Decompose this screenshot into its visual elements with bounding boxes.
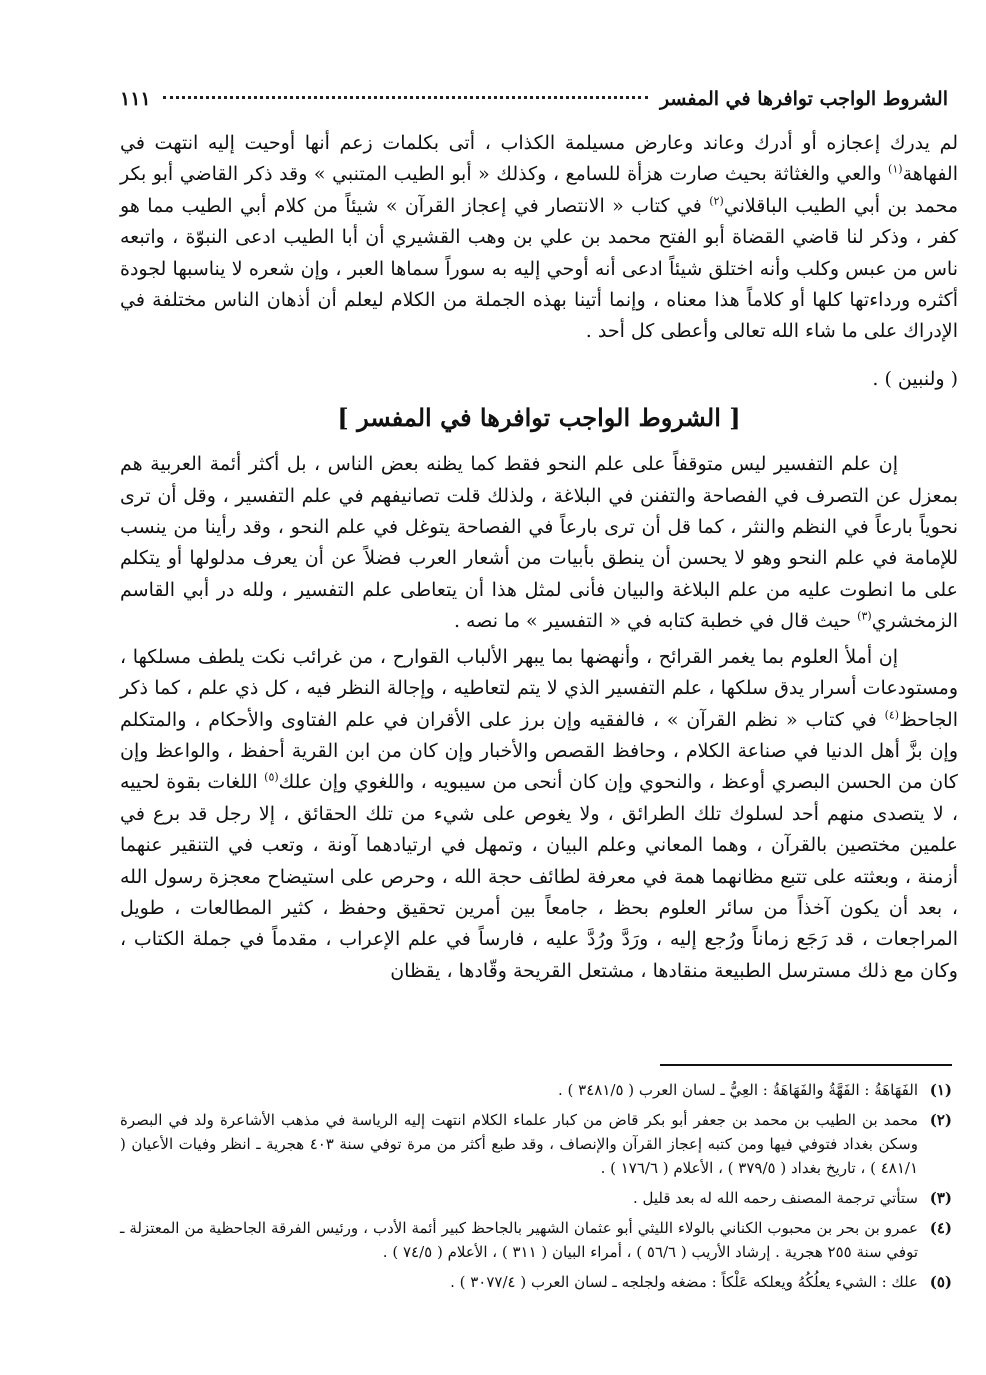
footnote-number: (٣)	[929, 1189, 952, 1207]
footnote-text: محمد بن الطيب بن محمد بن جعفر أبو بكر قاض من كبار علماء الكلام انتهت إليه الرياسة في مذهب الأشاعرة ولد في البصرة وسكن بغداد فتوفي فيها ومن كتبه إعجاز القرآن والإنصاف ، وقد طبع أكثر من مرة توفي سنة ٤٠٣ هجرية ـ انظر وفيات الأعيان ( ٤٨١/١ ) ، تاريخ بغداد ( ٣٧٩/٥ ) ، الأعلام ( ١٧٦/٦ ) .	[120, 1111, 918, 1177]
paragraph-1	[120, 128, 958, 348]
body-text	[120, 128, 958, 987]
page-number: ١١١	[120, 88, 151, 110]
footnote-text: علك : الشيء يعلُكُهُ ويعلكه عَلْكاً : مضغه ولجلجه ـ لسان العرب ( ٣٠٧٧/٤ ) .	[450, 1273, 918, 1291]
paragraph-3-part-b: حيث قال في خطبة كتابه في « التفسير » ما نصه .	[453, 610, 858, 633]
footnote-text: الفَهَاهَةُ : الفَهَّةُ والفَهَاهَةُ : العِيُّ ـ لسان العرب ( ٣٤٨١/٥ ) .	[558, 1081, 918, 1099]
footnote-number: (١)	[929, 1081, 952, 1099]
book-page	[120, 0, 958, 1375]
footnote-divider	[660, 1064, 952, 1066]
paragraph-2: ( ولنبين ) .	[872, 367, 958, 390]
footnote-5	[120, 1270, 952, 1294]
paragraph-4-part-c: اللغات بقوة لحييه ، لا يتصدى منهم أحد لسلوك تلك الطرائق ، ولا يغوص على شيء من تلك الحقائق ، إلا رجل قد برع في علمين مختصين بالقرآن ، وهما المعاني وعلم البيان ، وتمهل في ارتيادهما آونة ، وتعب في التنقير عنهما أزمنة ، وبعثته على تتبع مظانهما همة في معرفة لطائف حجة الله ، وحرص على استيضاح معجزة رسول الله ، بعد أن يكون آخذاً من سائر العلوم بحظ ، جامعاً بين أمرين تحقيق وحفظ ، كثير المطالعات ، طويل المراجعات ، قد رَجَع زماناً ورُجع إليه ، ورَدَّ ورُدَّ عليه ، فارساً في علم الإعراب ، مقدماً في جملة الكتاب ، وكان مع ذلك مسترسل الطبيعة منقادها ، مشتعل القريحة وقّادها ، يقظان	[120, 771, 958, 982]
footnote-text: عمرو بن بحر بن محبوب الكناني بالولاء الليثي أبو عثمان الشهير بالجاحظ كبير أئمة الأدب ، ورئيس الفرقة الجاحظية من المعتزلة ـ توفي سنة ٢٥٥ هجرية . إرشاد الأريب ( ٥٦/٦ ) ، أمراء البيان ( ٣١١ ) ، الأعلام ( ٧٤/٥ ) .	[120, 1219, 918, 1261]
footnote-ref-4[interactable]: (٤)	[884, 708, 900, 722]
footnote-number: (٥)	[929, 1273, 952, 1291]
running-header-title: الشروط الواجب توافرها في المفسر	[659, 88, 948, 110]
footnote-ref-3[interactable]: (٣)	[857, 609, 872, 623]
footnote-ref-2[interactable]: (٢)	[709, 194, 724, 208]
footnote-ref-5[interactable]: (٥)	[264, 770, 279, 784]
paragraph-1-part-c: في كتاب « الانتصار في إعجاز القرآن » شيئاً من كلام أبي الطيب مما هو كفر ، وذكر لنا قاضي القضاة أبو الفتح محمد بن علي بن وهب القشيري أن أبا الطيب ادعى النبوّة ، واتبعه ناس من عبس وكلب وأنه اختلق شيئاً ادعى أنه أوحي إليه به سوراً سماها العبر ، وإن شعره لا يناسبها لجودة أكثره ورداءتها كلها أو كلاماً هذا معناه ، وإنما أتينا بهذه الجملة من الكلام ليعلم أن أذهان الناس مختلفة في الإدراك على ما شاء الله تعالى وأعطى كل أحد .	[120, 194, 958, 343]
running-header	[120, 88, 948, 110]
footnote-text: ستأتي ترجمة المصنف رحمه الله له بعد قليل .	[632, 1189, 918, 1207]
paragraph-1-part-a: لم يدرك إعجازه أو أدرك وعاند وعارض مسيلمة الكذاب ، أتى بكلمات زعم أنها أوحيت إليه انتهت في الفهاهة	[120, 132, 958, 186]
footnote-number: (٤)	[929, 1219, 952, 1237]
leader-dots	[163, 96, 648, 99]
footnote-3	[120, 1186, 952, 1210]
paragraph-4-part-a: إن أملأ العلوم بما يغمر القرائح ، وأنهضها بما يبهر الألباب القوارح ، من غرائب نكت يلطف مسلكها ، ومستودعات أسرار يدق سلكها ، علم التفسير الذي لا يتم لتعاطيه ، وإجالة النظر فيه ، كل ذي علم ، كما ذكر الجاحظ	[120, 645, 958, 731]
footnote-2	[120, 1108, 952, 1180]
footnote-number: (٢)	[929, 1111, 952, 1129]
paragraph-4	[120, 642, 958, 987]
paragraph-1-part-b: والعي والغثاثة بحيث صارت هزأة للسامع ، وكذلك « أبو الطيب المتنبي » وقد ذكر القاضي أبو بكر محمد بن أبي الطيب الباقلاني	[120, 163, 958, 217]
paragraph-3-part-a: إن علم التفسير ليس متوقفاً على علم النحو فقط كما يظنه بعض الناس ، بل أكثر أئمة العربية هم بمعزل عن التصرف في الفصاحة والتفنن في البلاغة ، ولذلك قلت تصانيفهم في علم التفسير ، وقل أن ترى نحوياً بارعاً في النظم والنثر ، كما قل أن ترى بارعاً في الفصاحة يتوغل في علم النحو ، وقد رأينا من ينسب للإمامة في علم النحو وهو لا يحسن أن ينطق بأبيات من أشعار العرب فضلاً عن أن يعرف مدلولها أو يتكلم على ما انطوت عليه من علم البلاغة والبيان فأنى لمثل هذا أن يتعاطى علم التفسير ، ولله در أبي القاسم الزمخشري	[120, 453, 958, 633]
footnote-4	[120, 1216, 952, 1264]
footnote-1	[120, 1078, 952, 1102]
footnote-ref-1[interactable]: (١)	[888, 163, 903, 177]
footnotes	[120, 1078, 952, 1300]
paragraph-4-part-b: في كتاب « نظم القرآن » ، فالفقيه وإن برز على الأقران في علم الفتاوى والأحكام ، والمتكلم وإن بزَّ أهل الدنيا في صناعة الكلام ، وحافظ القصص والأخبار وإن كان من ابن القرية أحفظ ، والواعظ وإن كان من الحسن البصري أوعظ ، والنحوي وإن كان أنحى من سيبويه ، واللغوي وإن علك	[120, 708, 958, 794]
section-title: [ الشروط الواجب توافرها في المفسر ]	[337, 403, 741, 433]
paragraph-3	[120, 449, 958, 637]
